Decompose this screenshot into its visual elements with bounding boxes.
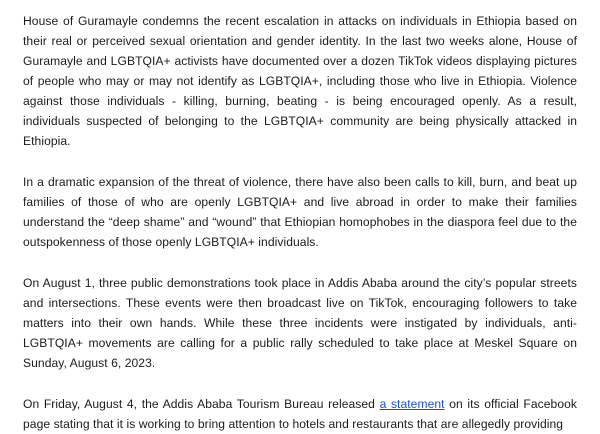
statement-link[interactable]: a statement: [379, 397, 445, 411]
paragraph-condemnation: House of Guramayle condemns the recent escalation in attacks on individuals in Ethiopia based on their real or perceived sexual orientation and gender identity. In the last two weeks alone, House of Guramayle and LGBTQIA+ activists have documented over a dozen TikTok videos displaying pictures of people who may or may not identify as LGBTQIA+, including those who live in Ethiopia. Violence against those individuals - killing, burning, beating - is being encouraged openly. As a result, individuals suspected of belonging to the LGBTQIA+ community are being physically attacked in Ethiopia.: [23, 14, 577, 148]
paragraph-text-before-link: On Friday, August 4, the Addis Ababa Tourism Bureau released: [23, 397, 380, 411]
paragraph-tourism-bureau: [23, 394, 577, 434]
paragraph-text-after-link: on its official Facebook page stating that it is working to bring attention to hotels and restaurants that are allegedly providing: [23, 397, 577, 431]
paragraph-threat-expansion: In a dramatic expansion of the threat of violence, there have also been calls to kill, burn, and beat up families of those of who are openly LGBTQIA+ and live abroad in order to make their families understand the “deep shame” and “wound” that Ethiopian homophobes in the diaspora feel due to the outspokenness of those openly LGBTQIA+ individuals.: [23, 175, 577, 249]
paragraph-demonstrations: On August 1, three public demonstrations took place in Addis Ababa around the city’s popular streets and intersections. These events were then broadcast live on TikTok, encouraging followers to take matters into their own hands. While these three incidents were instigated by individuals, anti-LGBTQIA+ movements are calling for a public rally scheduled to take place at Meskel Square on Sunday, August 6, 2023.: [23, 276, 577, 370]
